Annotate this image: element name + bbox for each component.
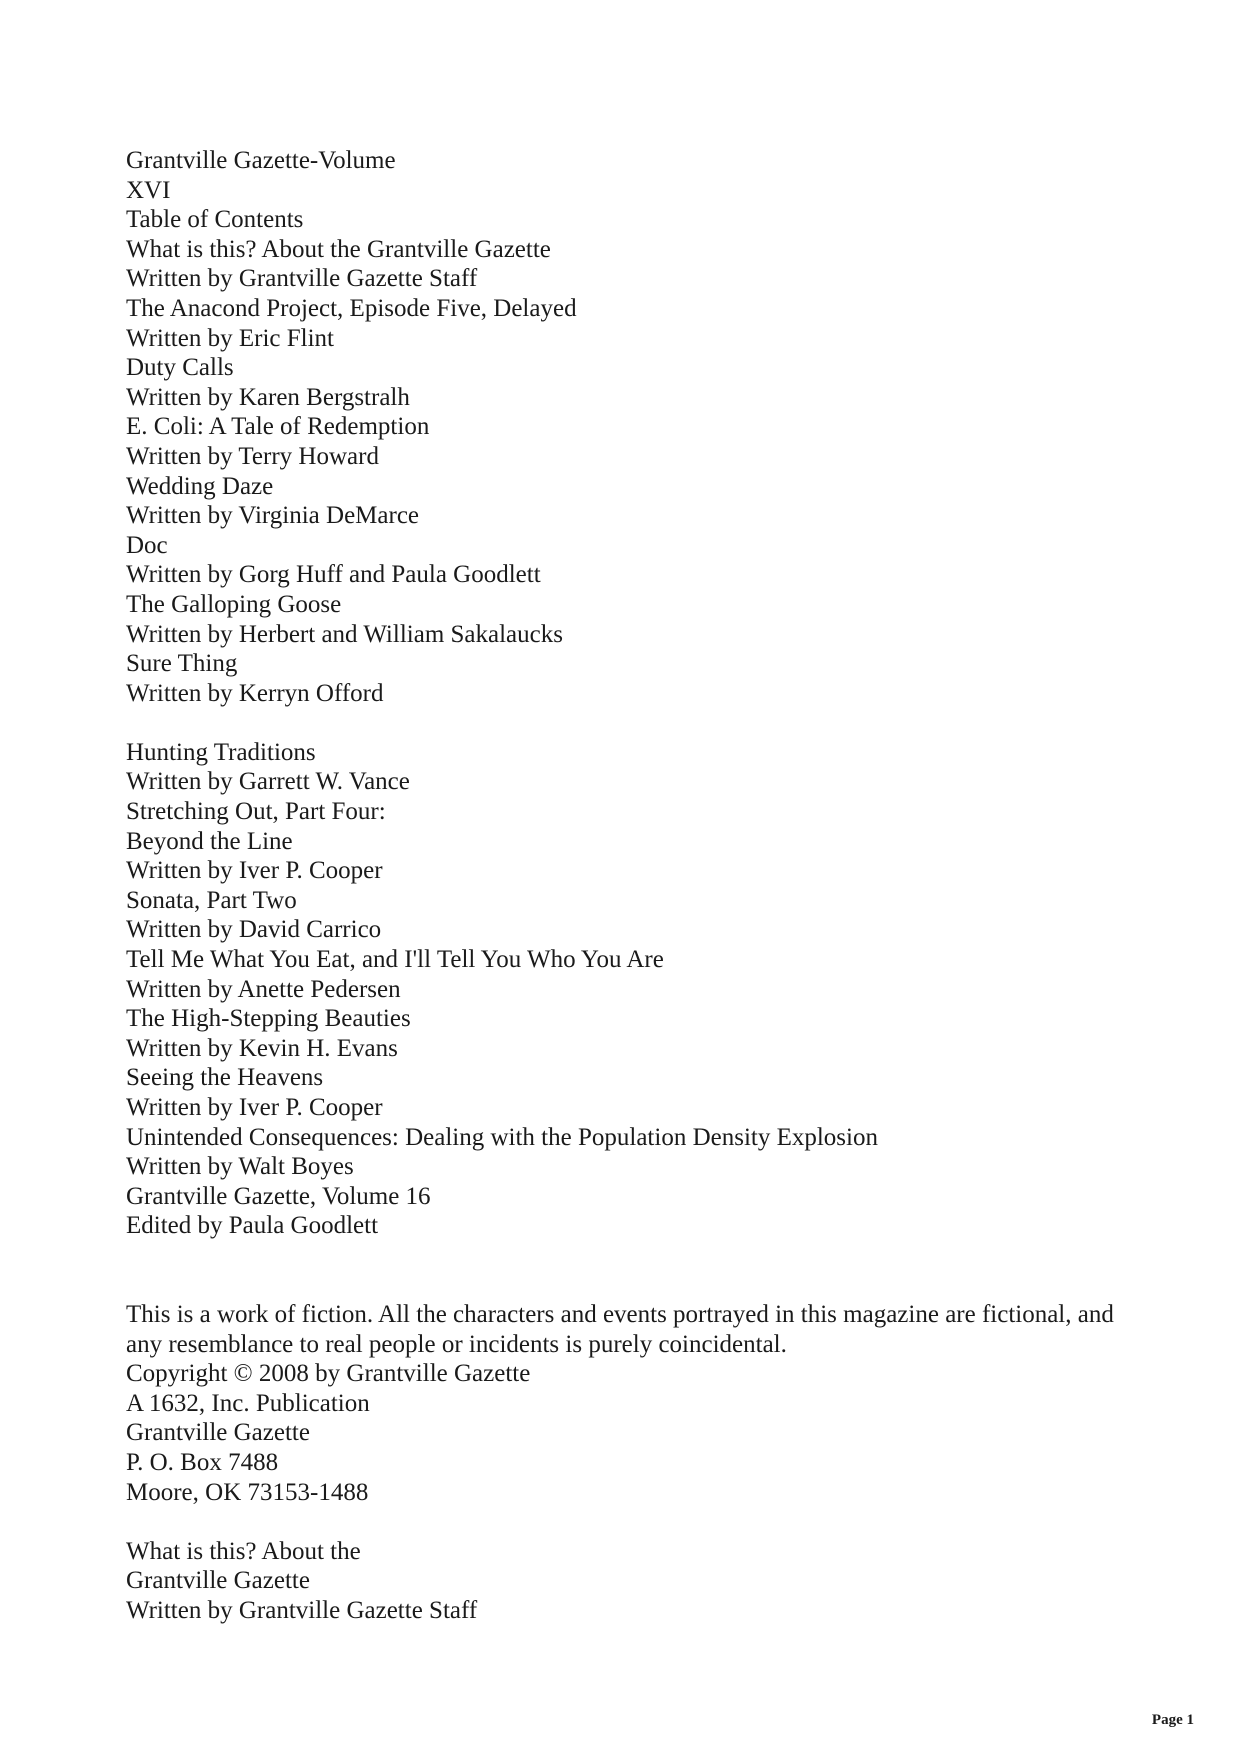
toc-entry-title: Wedding Daze	[126, 472, 274, 500]
toc-entry-author: Written by Walt Boyes	[126, 1153, 354, 1181]
toc-entry-author: Written by Kevin H. Evans	[126, 1034, 398, 1062]
toc-entry-author: Written by Virginia DeMarce	[126, 502, 420, 530]
toc-entry-author: Written by Kerryn Offord	[126, 679, 384, 707]
address-line: Grantville Gazette	[126, 1419, 310, 1447]
toc-entry-title: Unintended Consequences: Dealing with the Population Density Explosion	[126, 1123, 878, 1151]
toc-entry-title-continued: Beyond the Line	[126, 827, 293, 855]
spacer	[126, 1241, 1136, 1300]
section-heading-line-2: Grantville Gazette	[126, 1567, 310, 1595]
toc-entry-title: The Anacond Project, Episode Five, Delayed	[126, 294, 577, 322]
toc-entry-title: Sure Thing	[126, 650, 238, 678]
toc-entry-author: Written by Iver P. Cooper	[126, 857, 383, 885]
toc-entry-author: Written by Herbert and William Sakalaucks	[126, 620, 563, 648]
spacer	[126, 1507, 1136, 1537]
publisher-line: A 1632, Inc. Publication	[126, 1389, 370, 1417]
editor-credit: Edited by Paula Goodlett	[126, 1212, 379, 1240]
toc-entry-author: Written by Gorg Huff and Paula Goodlett	[126, 561, 541, 589]
toc-entry-title: Seeing the Heavens	[126, 1064, 324, 1092]
toc-entry-author: Written by Terry Howard	[126, 442, 379, 470]
toc-entry-author: Written by Iver P. Cooper	[126, 1094, 383, 1121]
toc-entry-author: Written by Eric Flint	[126, 324, 334, 352]
spacer	[126, 708, 1136, 738]
section-author: Written by Grantville Gazette Staff	[126, 1596, 478, 1624]
page-content	[126, 146, 1136, 1626]
toc-entry-author: Written by David Carrico	[126, 916, 382, 944]
toc-entry-title: Stretching Out, Part Four:	[126, 798, 386, 826]
page-number: Page 1	[1151, 1712, 1194, 1728]
toc-entry-title: Tell Me What You Eat, and I'll Tell You Who You Are	[126, 946, 664, 974]
toc-entry-author: Written by Grantville Gazette Staff	[126, 265, 478, 293]
toc-entry-title: Hunting Traditions	[126, 738, 316, 766]
fiction-disclaimer: This is a work of fiction. All the characters and events portrayed in this magazine are fictional, and any resemblance to real people or incidents is purely coincidental.	[126, 1300, 1114, 1358]
toc-entry-title: What is this? About the Grantville Gazette	[126, 235, 551, 263]
toc-entry-author: Written by Garrett W. Vance	[126, 768, 410, 796]
toc-entry-author: Written by Karen Bergstralh	[126, 383, 410, 411]
toc-entry-title: Doc	[126, 531, 168, 559]
section-heading-line-1: What is this? About the	[126, 1537, 361, 1565]
address-line: Moore, OK 73153-1488	[126, 1478, 369, 1506]
toc-entry-author: Written by Anette Pedersen	[126, 975, 401, 1003]
toc-entry-title: The Galloping Goose	[126, 590, 342, 618]
book-title-line-1: Grantville Gazette-Volume	[126, 147, 396, 174]
toc-entry-title: E. Coli: A Tale of Redemption	[126, 413, 430, 441]
book-title-line-2: XVI	[126, 176, 171, 204]
toc-heading: Table of Contents	[126, 206, 304, 234]
address-line: P. O. Box 7488	[126, 1448, 279, 1476]
toc-entry-title: The High-Stepping Beauties	[126, 1005, 411, 1033]
toc-entry-title: Duty Calls	[126, 354, 234, 382]
copyright-notice: Copyright © 2008 by Grantville Gazette	[126, 1360, 531, 1388]
toc-entry-title: Sonata, Part Two	[126, 886, 297, 914]
volume-credit: Grantville Gazette, Volume 16	[126, 1182, 431, 1210]
